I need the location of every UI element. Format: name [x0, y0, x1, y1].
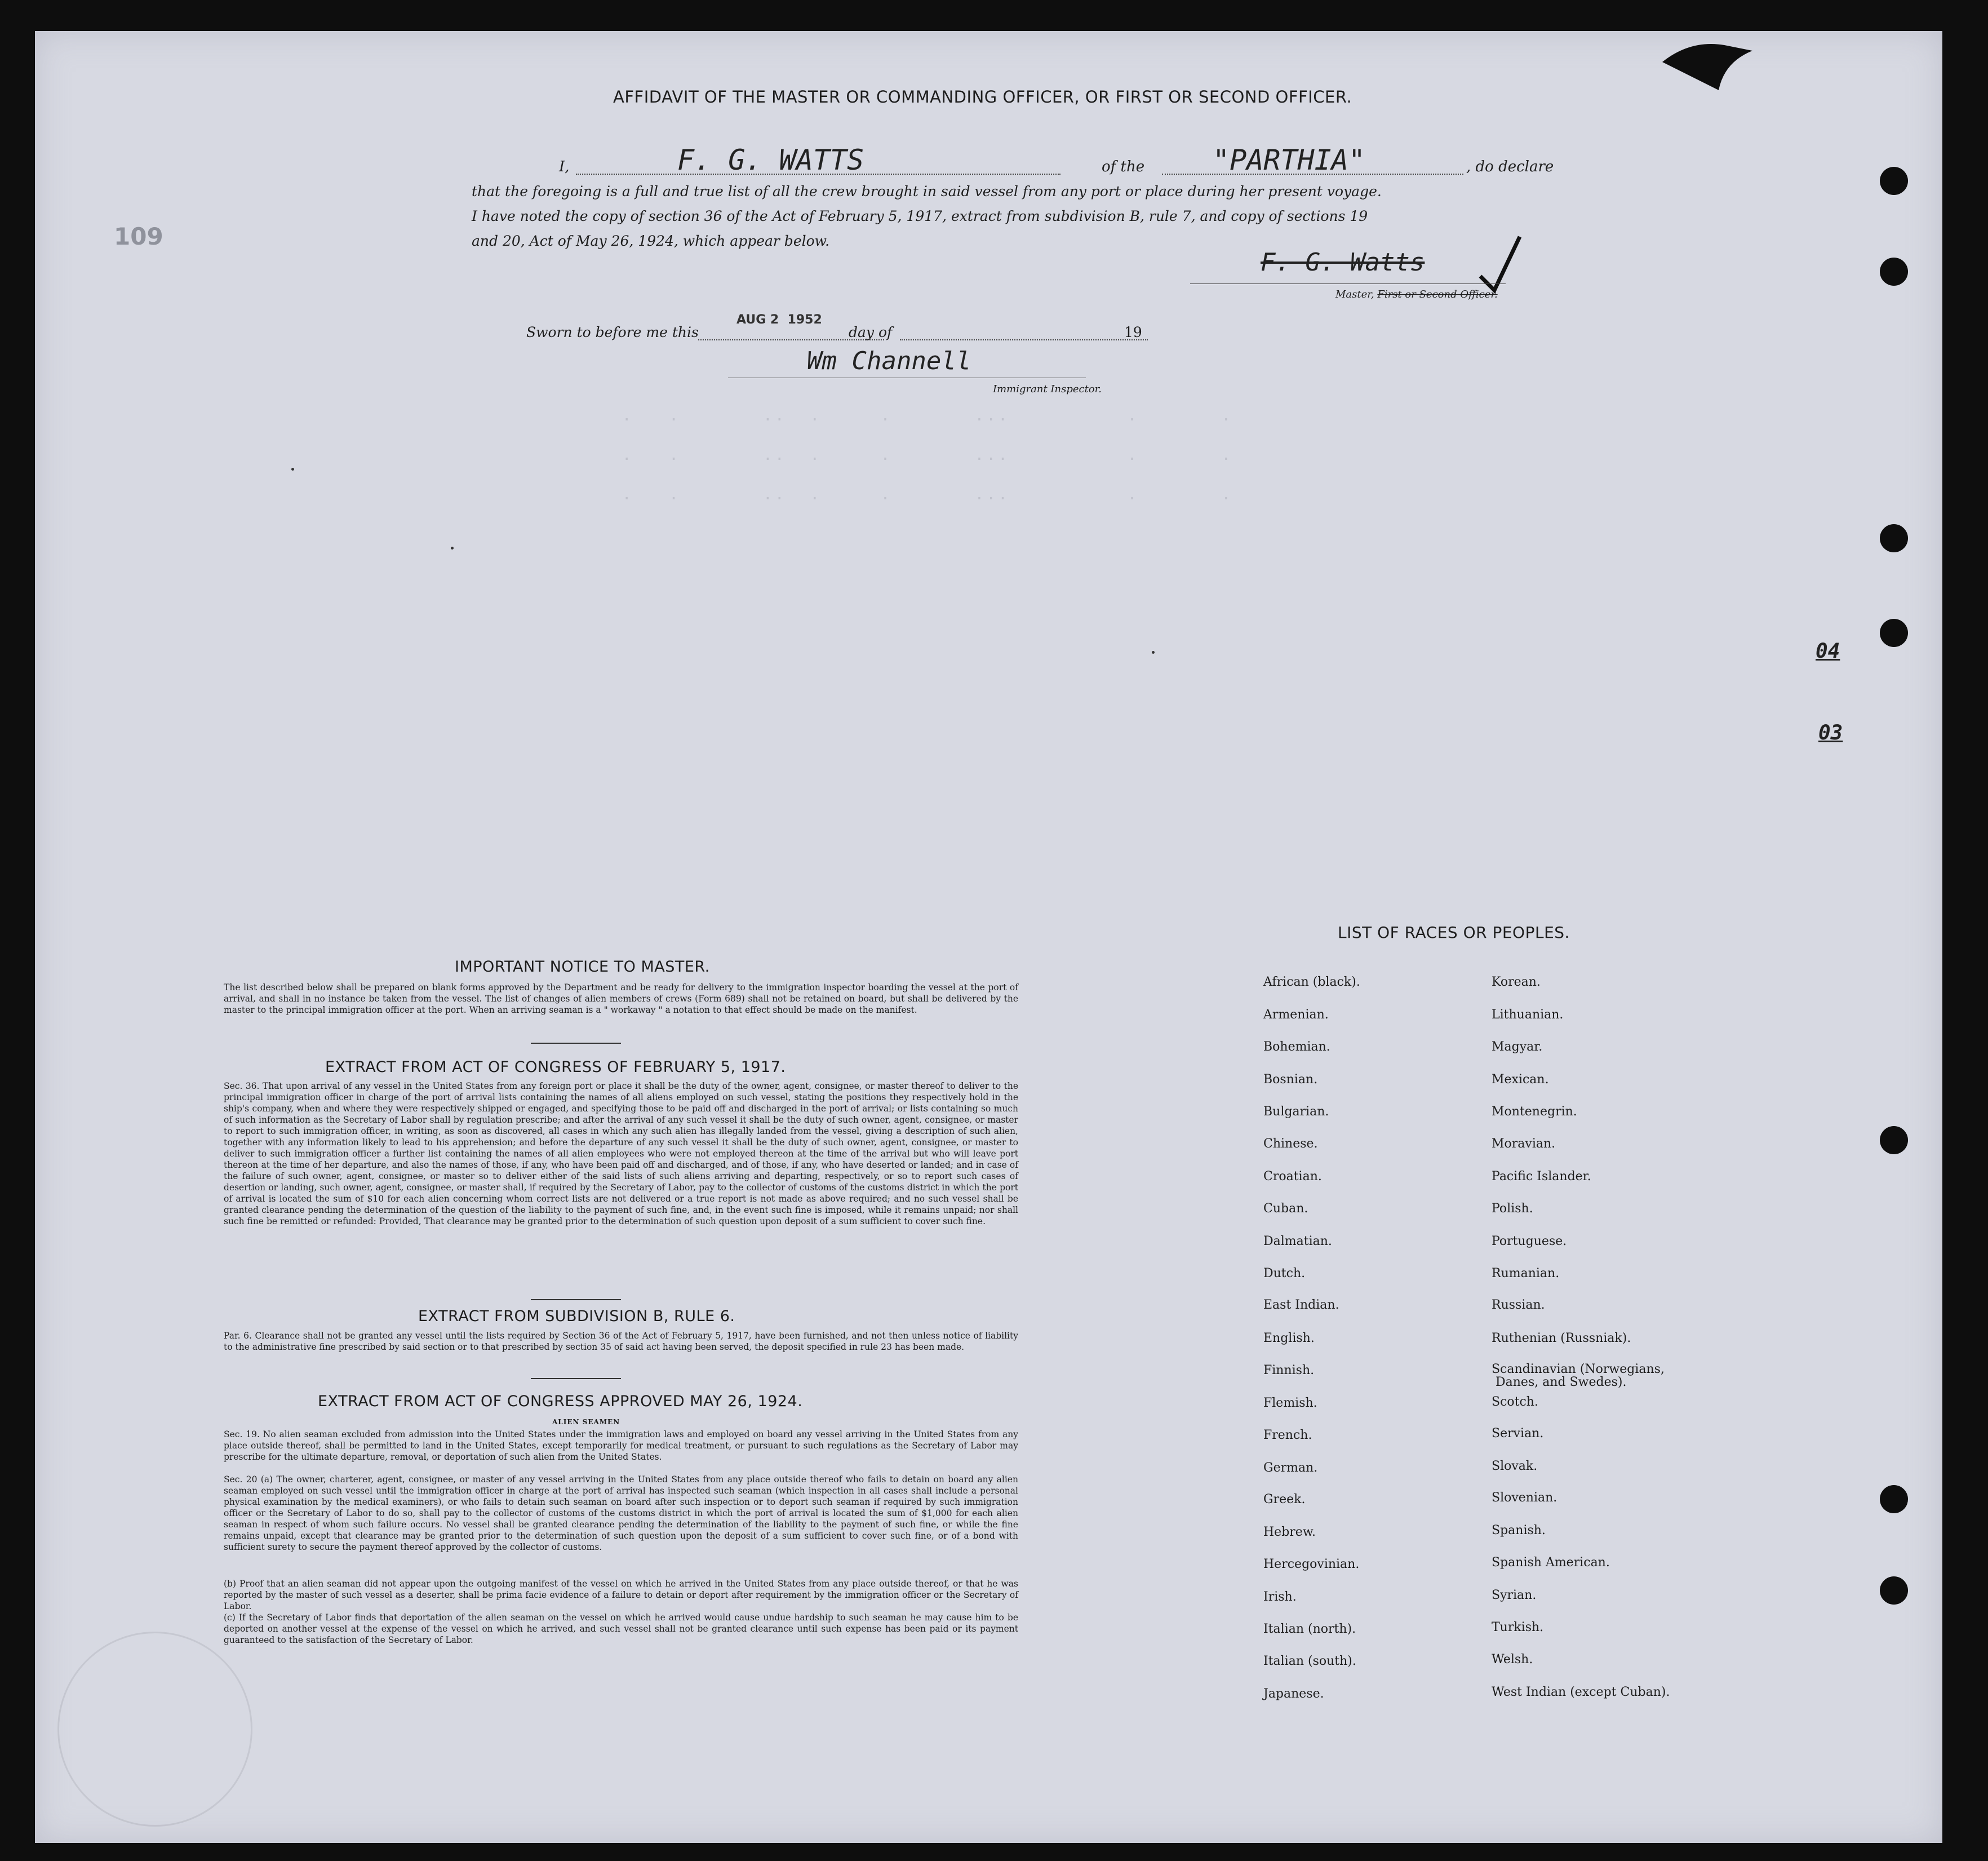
- race-item: Scandinavian (Norwegians,: [1492, 1362, 1665, 1376]
- race-scandinavian-continued: Danes, and Swedes).: [1496, 1375, 1627, 1389]
- race-item: Hebrew.: [1263, 1525, 1316, 1539]
- day-of-label: day of: [849, 324, 893, 340]
- binder-hole: [1880, 258, 1908, 286]
- race-item: Mexican.: [1492, 1073, 1549, 1087]
- stray-dot: [1152, 651, 1155, 654]
- sworn-label: Sworn to before me this: [526, 324, 699, 340]
- race-item: Polish.: [1492, 1202, 1533, 1216]
- race-item: Moravian.: [1492, 1137, 1556, 1151]
- race-item: Pacific Islander.: [1492, 1169, 1591, 1184]
- race-item: Italian (north).: [1263, 1622, 1356, 1636]
- extract-1917-text: Sec. 36. That upon arrival of any vessel in the United States from any foreign port or place it shall be the duty of the owner, agent, consignee, or master thereof to deliver to the principal immigration officer in charge of the port of arrival lists containing the names of all aliens employed on such vessel, stating the positions they respectively hold in the ship's company, when and where they were respectively shipped or engaged, and specifying those to be paid off and discharged in the port of arrival; or lists containing so much of such information as the Secretary of Labor shall by regulation prescribe; and after the arrival of any such vessel it shall be the duty of such owner, agent, consignee, or master to report to such immigration officer, in writing, as soon as discovered, all cases in which any such alien has illegally landed from the vessel, giving a description of such alien, together with any information likely to lead to his apprehension; and before the departure of any such vessel it shall be the duty of such owner, agent, consignee, or master to deliver to such immigration officer a further list containing the names of all alien employees who were not employed thereon at the time of the arrival but who will leave port thereon at the time of her departure, and also the names of those, if any, who have been paid off and discharged, and of those, if any, who have deserted or landed; and in case of the failure of such owner, agent, consignee, or master so to deliver either of the said lists of such aliens arriving and departing, respectively, or so to report such cases of desertion or landing, such owner, agent, consignee, or master shall, if required by the Secretary of Labor, pay to the collector of customs of the customs district in which the port of arrival is located the sum of $10 for each alien concerning whom correct lists are not delivered or a true report is not made as above required; and no such vessel shall be granted clearance pending the determination of the question of the liability to the payment of such fine, and, in the event such fine is imposed, while it remains unpaid; nor shall such fine be remitted or refunded: Provided, That clearance may be granted prior to the determination of such question upon deposit of a sum sufficient to cover such fine.: [224, 1081, 1018, 1226]
- struck-officer-caption: First or Second Officer.: [1377, 289, 1498, 300]
- bleed-through-text: . . .. . . ... . .: [598, 485, 1233, 503]
- extract-rule6-title: EXTRACT FROM SUBDIVISION B, RULE 6.: [418, 1308, 735, 1325]
- affidavit-body-line-1: that the foregoing is a full and true list of all the crew brought in said vessel from any port or place during her present voyage.: [472, 183, 1382, 200]
- race-scotch: Scotch.: [1492, 1395, 1538, 1409]
- race-item: Rumanian.: [1492, 1266, 1560, 1280]
- bleed-through-text: . . .. . . ... . .: [598, 406, 1233, 424]
- binder-hole: [1880, 1126, 1908, 1154]
- master-name-handwritten: F. G. WATTS: [677, 144, 864, 176]
- date-stamp: AUG 2 1952: [736, 313, 822, 327]
- race-item: Welsh.: [1492, 1652, 1533, 1667]
- race-item: Armenian.: [1263, 1008, 1329, 1022]
- race-item: Italian (south).: [1263, 1654, 1356, 1668]
- race-item: Japanese.: [1263, 1687, 1324, 1701]
- master-signature: F. G. Watts: [1261, 248, 1425, 277]
- extract-1924-subtitle: ALIEN SEAMEN: [552, 1418, 620, 1426]
- binder-hole: [1880, 1485, 1908, 1513]
- section-divider: [531, 1043, 621, 1044]
- extract-1924-sec20c: (c) If the Secretary of Labor finds that deportation of the alien seaman on the vessel on which he arrived would cause undue hardship to such seaman he may cause him to be deported on another vessel at the expense of the vessel on which he arrived, and such vessel shall not be granted clearance until such expense has been paid or its payment guaranteed to the satisfaction of the Secretary of Labor.: [224, 1612, 1018, 1645]
- year-prefix: 19: [1124, 324, 1142, 340]
- race-item: East Indian.: [1263, 1298, 1339, 1312]
- race-item: Croatian.: [1263, 1169, 1322, 1184]
- extract-1924-sec20a: Sec. 20 (a) The owner, charterer, agent, consignee, or master of any vessel arriving in the United States from any place outside thereof who fails to detain on board any alien seaman employed on such vessel until the immigration officer in charge at the port of arrival has inspected such seaman (which inspection in all cases shall include a personal physical examination by the medical examiners), or who fails to detain such seaman on board after such inspection or to deport such seaman if required by such immigration officer or the Secretary of Labor to do so, shall pay to the collector of customs of the customs district in which the port of arrival is located the sum of $1,000 for each alien seaman in respect of whom such failure occurs. No vessel shall be granted clearance pending the determination of the liability to the payment of such fine, or while the fine remains unpaid, except that clearance may be granted prior to the determination of such question upon the deposit of a sum sufficient to cover such fine, or of a bond with sufficient surety to secure the payment thereof approved by the collector of customs.: [224, 1474, 1018, 1552]
- master-signature-line: [1190, 283, 1506, 284]
- race-item: Bosnian.: [1263, 1073, 1318, 1087]
- race-item: Portuguese.: [1492, 1234, 1567, 1248]
- page-number: 109: [114, 223, 163, 250]
- i-label: I,: [559, 158, 570, 175]
- race-item: Russian.: [1492, 1298, 1545, 1312]
- embossed-seal: [57, 1632, 252, 1827]
- race-item: Korean.: [1492, 975, 1541, 989]
- binder-hole: [1880, 619, 1908, 647]
- races-title: LIST OF RACES OR PEOPLES.: [1338, 923, 1570, 942]
- vessel-name-handwritten: "PARTHIA": [1213, 144, 1365, 176]
- stray-dot: [451, 547, 454, 550]
- affidavit-body-line-2: I have noted the copy of section 36 of the Act of February 5, 1917, extract from subdivision B, rule 7, and copy of sections 19: [472, 208, 1368, 224]
- sworn-month-line: [900, 339, 1148, 340]
- race-item: Lithuanian.: [1492, 1008, 1564, 1022]
- race-item: Dutch.: [1263, 1266, 1306, 1280]
- race-item: English.: [1263, 1331, 1315, 1345]
- race-item: French.: [1263, 1428, 1312, 1442]
- race-item: Syrian.: [1492, 1588, 1537, 1602]
- race-item: Hercegovinian.: [1263, 1557, 1360, 1571]
- extract-1924-sec19: Sec. 19. No alien seaman excluded from admission into the United States under the immigration laws and employed on board any vessel arriving in the United States from any place outside thereof, shall be permitted to land in the United States, except temporarily for medical treatment, or pursuant to such regulations as the Secretary of Labor may prescribe for the ultimate departure, removal, or deportation of such alien from the United States.: [224, 1429, 1018, 1462]
- check-mark-icon: [1477, 234, 1523, 296]
- section-divider: [531, 1299, 621, 1300]
- race-item: Cuban.: [1263, 1202, 1308, 1216]
- inspector-signature: Wm Channell: [807, 347, 971, 375]
- affidavit-title: AFFIDAVIT OF THE MASTER OR COMMANDING OFFICER, OR FIRST OR SECOND OFFICER.: [613, 87, 1352, 107]
- race-item: Magyar.: [1492, 1040, 1543, 1054]
- torn-corner: [1657, 39, 1758, 101]
- affidavit-body-line-3: and 20, Act of May 26, 1924, which appear below.: [472, 233, 830, 249]
- race-item: Turkish.: [1492, 1620, 1544, 1634]
- race-item: Irish.: [1263, 1590, 1297, 1604]
- section-divider: [531, 1378, 621, 1379]
- race-item: Bulgarian.: [1263, 1105, 1329, 1119]
- document-page: [35, 31, 1942, 1843]
- bleed-through-text: . . .. . . ... . .: [598, 445, 1233, 464]
- stray-dot: [291, 468, 294, 471]
- extract-1924-sec20b: (b) Proof that an alien seaman did not appear upon the outgoing manifest of the vessel on which he arrived in the United States from any place outside thereof, or that he was reported by the master of such vessel as a deserter, shall be prima facie evidence of a failure to detain or deport after requirement by the immigration officer or the Secretary of Labor.: [224, 1579, 1018, 1611]
- margin-mark-2: 03: [1818, 721, 1843, 745]
- race-item: Ruthenian (Russniak).: [1492, 1331, 1631, 1345]
- race-item: Slovak.: [1492, 1459, 1538, 1473]
- race-item: Spanish.: [1492, 1523, 1546, 1537]
- master-caption-label: Master,: [1335, 289, 1374, 300]
- race-item: Bohemian.: [1263, 1040, 1330, 1054]
- binder-hole: [1880, 167, 1908, 195]
- race-item: Greek.: [1263, 1492, 1306, 1506]
- notice-text: The list described below shall be prepared on blank forms approved by the Department and be ready for delivery to the immigration inspector boarding the vessel at the port of arrival, and shall in no instance be taken from the vessel. The list of changes of alien members of crews (Form 689) shall not be retained on board, but shall be delivered by the master to the principal immigration officer at the port. When an arriving seaman is a " workaway " a notation to that effect should be made on the manifest.: [224, 982, 1018, 1015]
- race-item: African (black).: [1263, 975, 1360, 989]
- race-item: Slovenian.: [1492, 1491, 1557, 1505]
- race-item: Montenegrin.: [1492, 1105, 1577, 1119]
- race-item: Flemish.: [1263, 1396, 1317, 1410]
- race-item: Finnish.: [1263, 1363, 1315, 1377]
- race-item: Spanish American.: [1492, 1556, 1610, 1570]
- binder-hole: [1880, 524, 1908, 552]
- race-item: Servian.: [1492, 1426, 1544, 1441]
- notice-title: IMPORTANT NOTICE TO MASTER.: [455, 958, 710, 976]
- extract-1917-title: EXTRACT FROM ACT OF CONGRESS OF FEBRUARY 5, 1917.: [325, 1058, 786, 1076]
- master-caption: [1335, 289, 1498, 300]
- binder-hole: [1880, 1576, 1908, 1605]
- extract-1924-title: EXTRACT FROM ACT OF CONGRESS APPROVED MAY 26, 1924.: [318, 1393, 803, 1410]
- race-item: Chinese.: [1263, 1137, 1318, 1151]
- inspector-caption: Immigrant Inspector.: [993, 383, 1102, 395]
- race-item: Dalmatian.: [1263, 1234, 1332, 1248]
- of-the-label: of the: [1102, 158, 1145, 175]
- race-item: West Indian (except Cuban).: [1492, 1685, 1670, 1699]
- extract-rule6-text: Par. 6. Clearance shall not be granted any vessel until the lists required by Section 36 of the Act of February 5, 1917, have been furnished, and not then unless notice of liability to the administrative fine prescribed by said section or to that prescribed by section 35 of said act having been served, the deposit specified in rule 23 has been made.: [224, 1331, 1018, 1352]
- do-declare-label: , do declare: [1466, 158, 1554, 175]
- margin-mark-1: 04: [1816, 640, 1840, 663]
- race-item: German.: [1263, 1461, 1318, 1475]
